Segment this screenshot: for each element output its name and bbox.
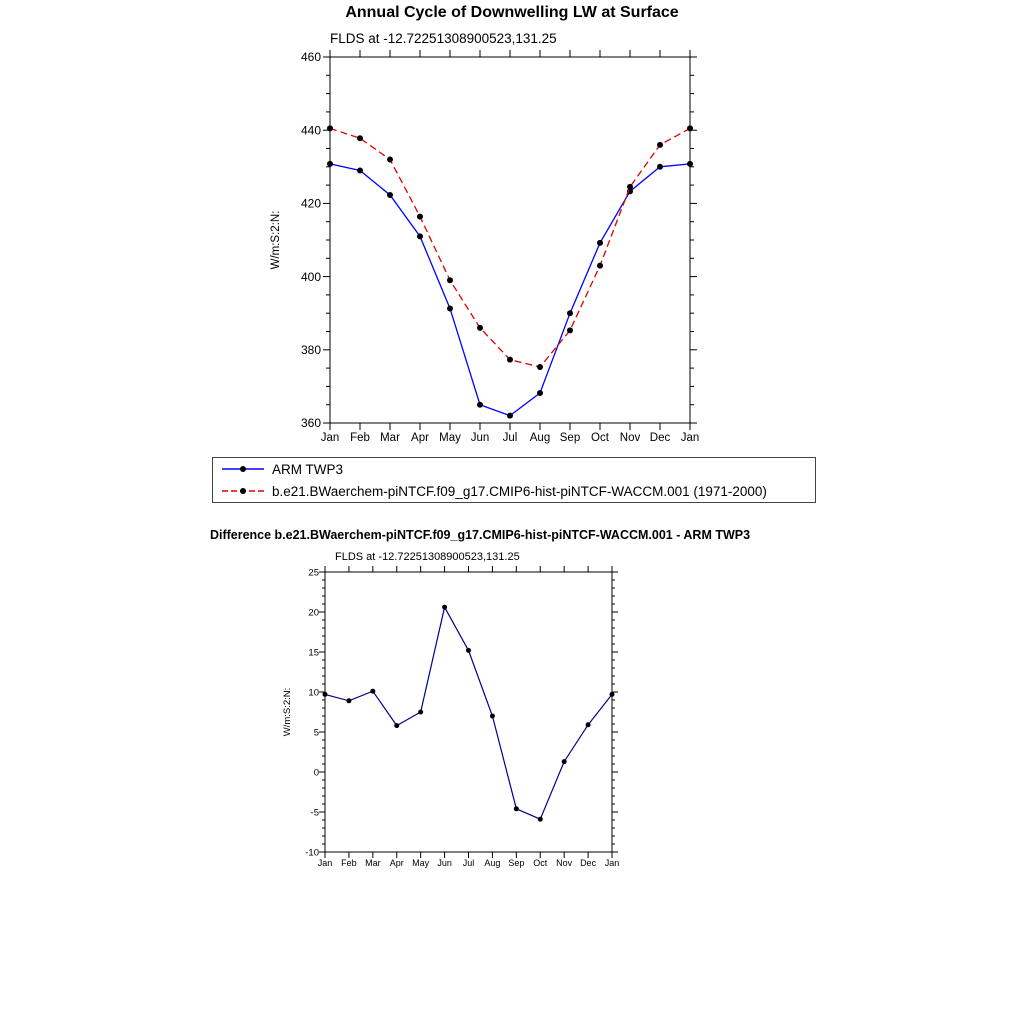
- x-tick-label: Feb: [341, 858, 357, 868]
- legend: [212, 457, 816, 503]
- y-axis-title: W/m:S:2:N:: [282, 687, 293, 737]
- y-tick-label: 360: [300, 416, 321, 431]
- data-point-marker: [687, 125, 693, 131]
- y-tick-label: 20: [308, 607, 319, 619]
- series-line: [325, 607, 612, 819]
- data-point-marker: [357, 167, 363, 173]
- y-tick-label: 10: [308, 687, 319, 699]
- data-point-marker: [597, 263, 603, 269]
- x-tick-label: Jan: [680, 432, 700, 444]
- difference-chart-subtitle: FLDS at -12.72251308900523,131.25: [335, 551, 520, 563]
- y-tick-label: 0: [313, 767, 319, 779]
- data-point-marker: [417, 214, 423, 220]
- data-point-marker: [346, 698, 351, 703]
- data-point-marker: [562, 759, 567, 764]
- data-point-marker: [627, 184, 633, 190]
- data-point-marker: [323, 692, 328, 697]
- data-point-marker: [567, 310, 573, 316]
- top-chart-subtitle: FLDS at -12.72251308900523,131.25: [330, 31, 557, 46]
- data-point-marker: [327, 125, 333, 131]
- x-tick-label: Oct: [533, 858, 548, 868]
- x-tick-label: May: [412, 858, 430, 868]
- data-point-marker: [387, 192, 393, 198]
- data-point-marker: [447, 305, 453, 311]
- x-tick-label: Jan: [320, 432, 340, 444]
- data-point-marker: [447, 277, 453, 283]
- data-point-marker: [357, 135, 363, 141]
- y-tick-label: -10: [305, 847, 319, 859]
- data-point-marker: [586, 722, 591, 727]
- x-tick-label: Apr: [411, 432, 429, 444]
- y-tick-label: 25: [308, 567, 319, 579]
- x-tick-label: Jun: [437, 858, 452, 868]
- y-tick-label: 5: [313, 727, 319, 739]
- data-point-marker: [387, 156, 393, 162]
- difference-chart: [280, 563, 640, 875]
- data-point-marker: [597, 240, 603, 246]
- data-point-marker: [657, 142, 663, 148]
- x-tick-label: Oct: [591, 432, 609, 444]
- x-tick-label: Sep: [559, 432, 581, 444]
- x-tick-label: Dec: [580, 858, 597, 868]
- y-tick-label: -5: [310, 807, 319, 819]
- y-tick-label: 460: [300, 50, 321, 65]
- data-point-marker: [537, 364, 543, 370]
- data-point-marker: [490, 714, 495, 719]
- legend-label-model: b.e21.BWaerchem-piNTCF.f09_g17.CMIP6-hist-piNTCF-WACCM.001 (1971-2000): [272, 483, 767, 499]
- x-tick-label: Apr: [389, 858, 404, 868]
- x-tick-label: Jun: [470, 432, 490, 444]
- series-line: [330, 164, 690, 416]
- x-tick-label: Mar: [365, 858, 381, 868]
- data-point-marker: [507, 357, 513, 363]
- y-tick-label: 440: [300, 123, 321, 138]
- y-tick-label: 15: [308, 647, 319, 659]
- top-chart-title: Annual Cycle of Downwelling LW at Surface: [345, 4, 679, 21]
- data-point-marker: [610, 692, 615, 697]
- data-point-marker: [370, 689, 375, 694]
- data-point-marker: [537, 390, 543, 396]
- legend-sample-solid-line: [221, 463, 265, 475]
- annual-cycle-chart: [265, 50, 725, 460]
- x-tick-label: Aug: [529, 432, 551, 444]
- x-tick-label: May: [439, 432, 461, 444]
- data-point-marker: [687, 161, 693, 167]
- x-tick-label: Jul: [502, 432, 518, 444]
- x-tick-label: Nov: [619, 432, 641, 444]
- data-point-marker: [417, 233, 423, 239]
- plot-frame: [325, 572, 612, 852]
- legend-label-obs: ARM TWP3: [272, 461, 344, 477]
- x-tick-label: Jul: [462, 858, 475, 868]
- y-tick-label: 380: [300, 343, 321, 357]
- data-point-marker: [538, 817, 543, 822]
- x-tick-label: Aug: [484, 858, 501, 868]
- legend-sample-dashed-line: [221, 485, 265, 497]
- x-tick-label: Feb: [350, 432, 370, 444]
- difference-chart-title: Difference b.e21.BWaerchem-piNTCF.f09_g17.CMIP6-hist-piNTCF-WACCM.001 - ARM TWP3: [209, 528, 751, 542]
- y-axis-title: W/m:S:2:N:: [270, 210, 282, 270]
- data-point-marker: [466, 648, 471, 653]
- plot-frame: [330, 57, 690, 423]
- data-point-marker: [442, 605, 447, 610]
- x-tick-label: Nov: [556, 858, 573, 868]
- x-tick-label: Jan: [317, 858, 333, 868]
- data-point-marker: [477, 325, 483, 331]
- data-point-marker: [418, 710, 423, 715]
- data-point-marker: [394, 723, 399, 728]
- x-tick-label: Jan: [604, 858, 620, 868]
- y-tick-label: 400: [300, 269, 321, 284]
- legend-item-obs: [213, 459, 815, 479]
- x-tick-label: Dec: [649, 432, 671, 444]
- series-line: [330, 128, 690, 367]
- data-point-marker: [507, 413, 513, 419]
- legend-item-model: [213, 481, 815, 501]
- data-point-marker: [514, 806, 519, 811]
- data-point-marker: [567, 327, 573, 333]
- data-point-marker: [657, 164, 663, 170]
- x-tick-label: Sep: [508, 858, 525, 868]
- y-tick-label: 420: [300, 196, 321, 211]
- data-point-marker: [327, 161, 333, 167]
- data-point-marker: [477, 402, 483, 408]
- x-tick-label: Mar: [380, 432, 400, 444]
